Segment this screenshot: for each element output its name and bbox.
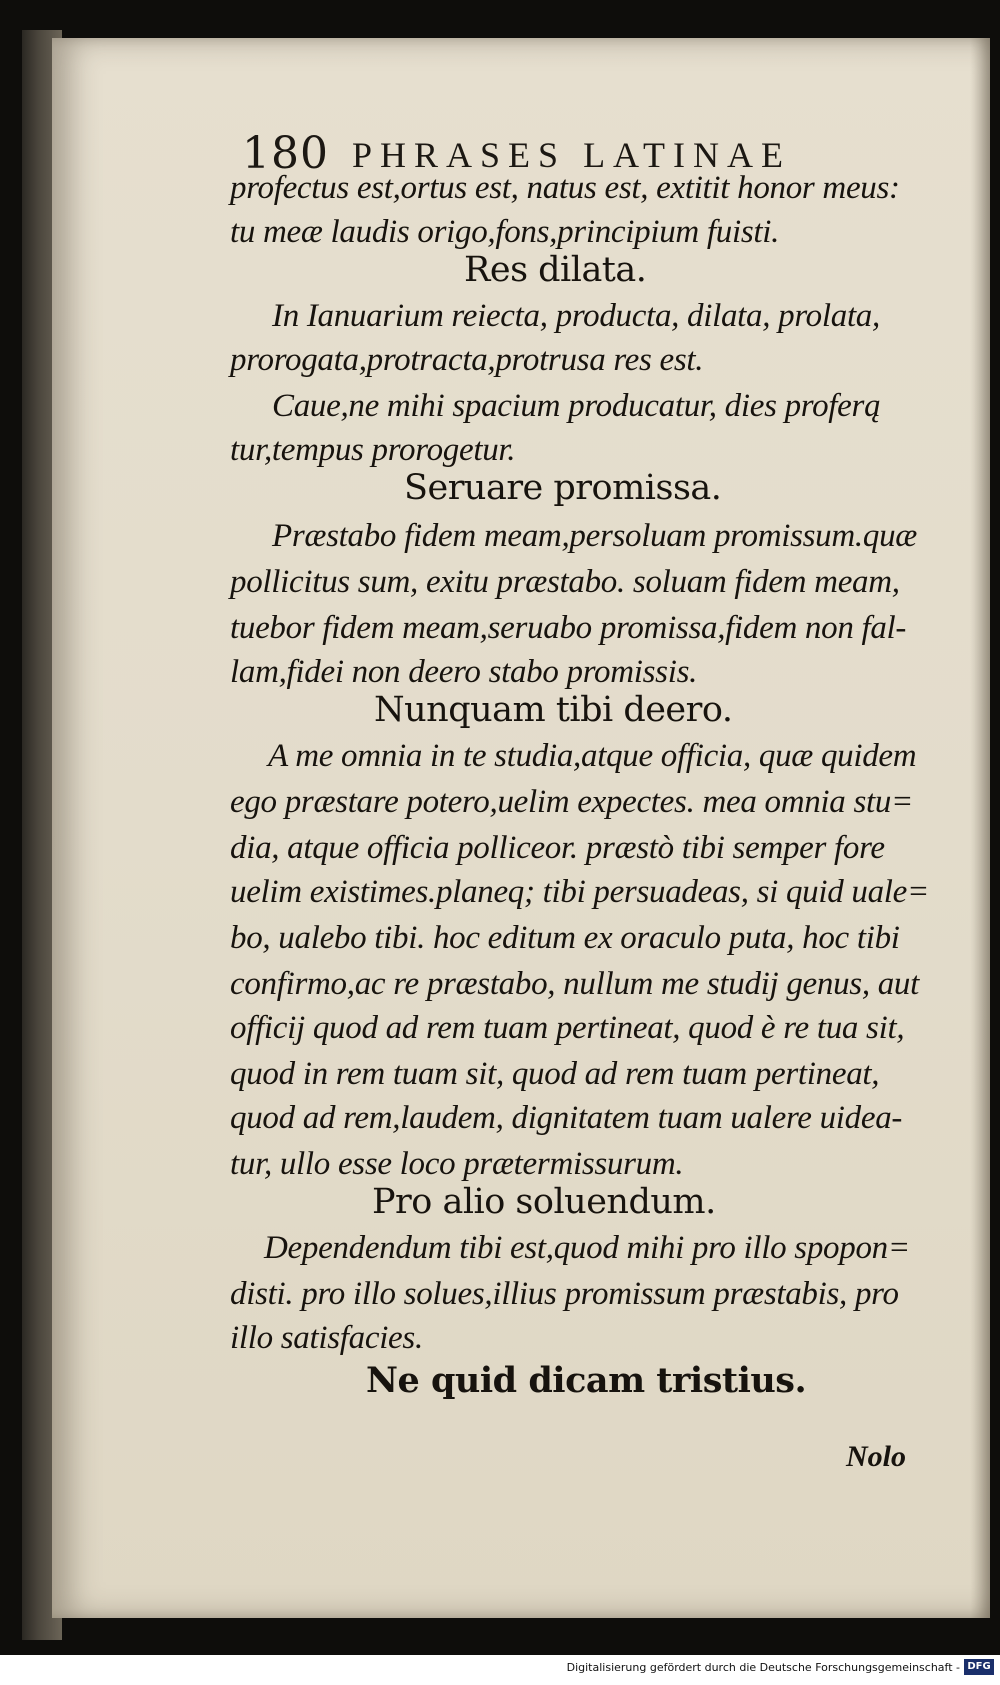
- text-line: In Ianuarium reiecta, producta, dilata, prolata,: [272, 298, 880, 334]
- text-line: quod ad rem,laudem, dignitatem tuam ualere uidea-: [230, 1100, 903, 1136]
- text-line: illo satisfacies.: [230, 1320, 423, 1356]
- section-heading: Ne quid dicam tristius.: [366, 1360, 807, 1401]
- text-line: pollicitus sum, exitu præstabo. soluam fidem meam,: [230, 564, 900, 600]
- text-line: confirmo,ac re præstabo, nullum me studij genus, aut: [230, 966, 919, 1002]
- page-number: 180: [242, 128, 329, 179]
- section-heading: Pro alio soluendum.: [372, 1182, 716, 1222]
- dfg-logo-icon: DFG: [964, 1659, 994, 1675]
- footer-bar: [0, 1655, 1000, 1685]
- text-line: uelim existimes.planeq; tibi persuadeas, si quid uale=: [230, 874, 929, 910]
- text-line: tur,tempus prorogetur.: [230, 432, 516, 468]
- text-line: Dependendum tibi est,quod mihi pro illo spopon=: [264, 1230, 910, 1266]
- text-line: prorogata,protracta,protrusa res est.: [230, 342, 704, 378]
- text-line: dia, atque officia polliceor. præstò tibi semper fore: [230, 830, 885, 866]
- text-line: Caue,ne mihi spacium producatur, dies proferą: [272, 388, 881, 424]
- running-title: PHRASES LATINAE: [352, 135, 792, 175]
- text-line: quod in rem tuam sit, quod ad rem tuam pertineat,: [230, 1056, 880, 1092]
- text-line: A me omnia in te studia,atque officia, quæ quidem: [268, 738, 917, 774]
- text-line: officij quod ad rem tuam pertineat, quod è re tua sit,: [230, 1010, 905, 1046]
- page-edge-shadow: [970, 38, 990, 1618]
- book-page: [52, 38, 990, 1618]
- text-line: disti. pro illo solues,illius promissum præstabis, pro: [230, 1276, 899, 1312]
- text-line: tur, ullo esse loco prætermissurum.: [230, 1146, 684, 1182]
- catchword: Nolo: [846, 1440, 906, 1473]
- section-heading: Nunquam tibi deero.: [374, 690, 733, 730]
- text-line: bo, ualebo tibi. hoc editum ex oraculo puta, hoc tibi: [230, 920, 900, 956]
- text-line: profectus est,ortus est, natus est, extitit honor meus:: [230, 170, 900, 206]
- text-line: tuebor fidem meam,seruabo promissa,fidem non fal-: [230, 610, 907, 646]
- section-heading: Res dilata.: [464, 250, 647, 290]
- text-line: tu meæ laudis origo,fons,principium fuisti.: [230, 214, 780, 250]
- text-line: ego præstare potero,uelim expectes. mea omnia stu=: [230, 784, 914, 820]
- digitization-credit: Digitalisierung gefördert durch die Deutsche Forschungsgemeinschaft -: [566, 1661, 960, 1674]
- text-line: Præstabo fidem meam,persoluam promissum.quæ: [272, 518, 917, 554]
- text-line: lam,fidei non deero stabo promissis.: [230, 654, 698, 690]
- section-heading: Seruare promissa.: [404, 468, 722, 508]
